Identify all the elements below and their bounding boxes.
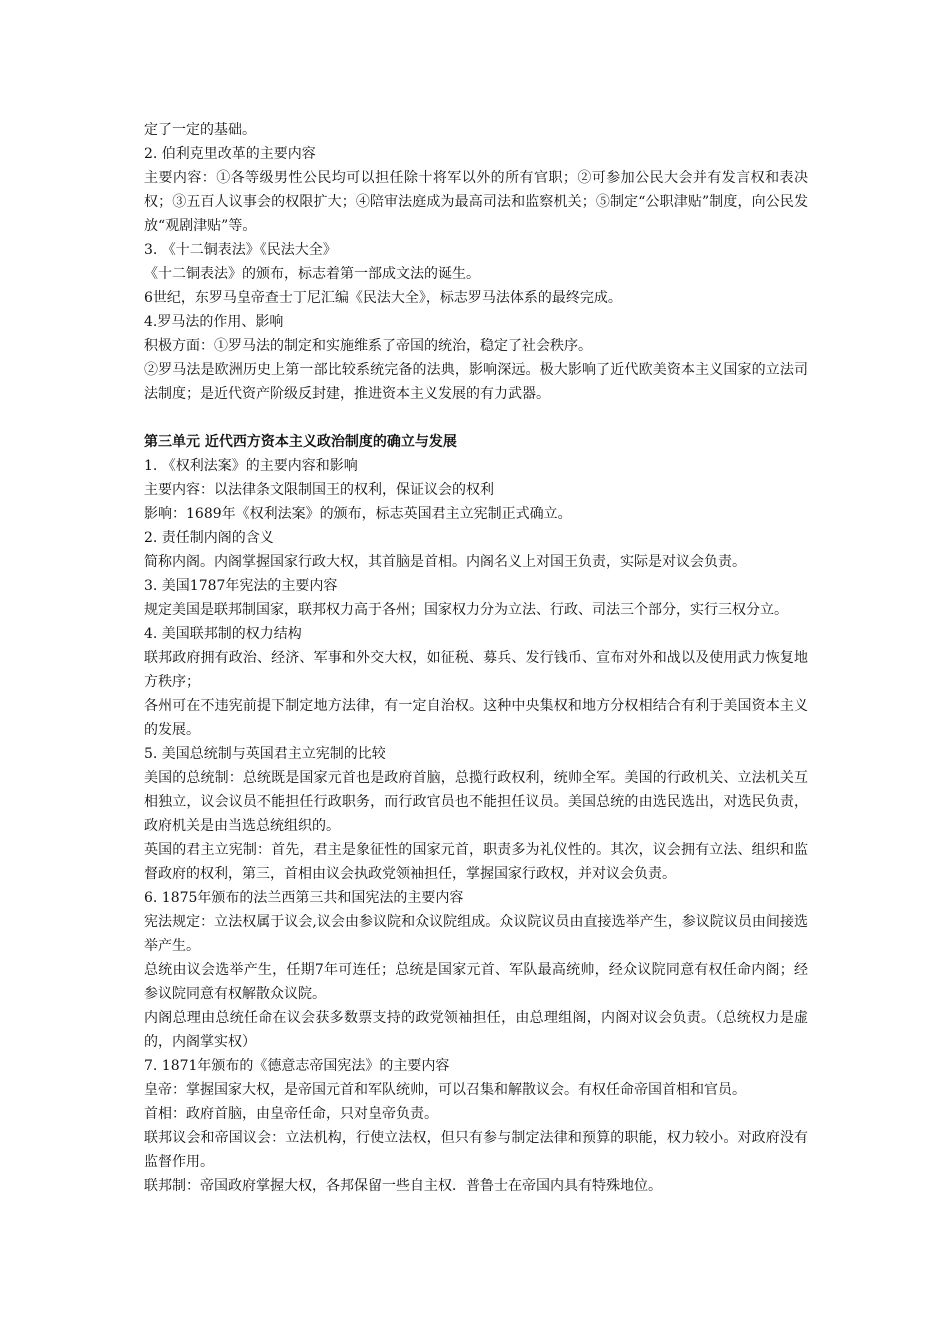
paragraph: 联邦政府拥有政治、经济、军事和外交大权，如征税、募兵、发行钱币、宣布对外和战以及使用武力恢复地方秩序； [144,650,808,690]
paragraph: 规定美国是联邦制国家，联邦权力高于各州；国家权力分为立法、行政、司法三个部分，实行三权分立。 [144,602,788,618]
paragraph: 定了一定的基础。 [144,122,256,138]
document-page [144,118,808,1198]
item-heading: 6. 1875年颁布的法兰西第三共和国宪法的主要内容 [144,890,464,906]
item-heading: 4. 美国联邦制的权力结构 [144,626,302,642]
paragraph: 联邦议会和帝国议会：立法机构，行使立法权，但只有参与制定法律和预算的职能，权力较小。对政府没有监督作用。 [144,1130,808,1170]
paragraph: 《十二铜表法》的颁布，标志着第一部成文法的诞生。 [144,266,480,282]
item-heading: 3. 《十二铜表法》《民法大全》 [144,242,337,258]
item-heading: 4.罗马法的作用、影响 [144,314,284,330]
paragraph: 各州可在不违宪前提下制定地方法律，有一定自治权。这种中央集权和地方分权相结合有利于美国资本主义的发展。 [144,698,808,738]
item-heading: 2. 伯利克里改革的主要内容 [144,146,316,162]
item-heading: 3. 美国1787年宪法的主要内容 [144,578,338,594]
paragraph: 内阁总理由总统任命在议会获多数票支持的政党领袖担任，由总理组阁，内阁对议会负责。（总统权力是虚的，内阁掌实权） [144,1010,808,1050]
paragraph: 总统由议会选举产生，任期7年可连任；总统是国家元首、军队最高统帅，经众议院同意有权任命内阁；经参议院同意有权解散众议院。 [144,962,808,1002]
unit-heading: 第三单元 近代西方资本主义政治制度的确立与发展 [144,434,457,450]
paragraph: 首相：政府首脑，由皇帝任命，只对皇帝负责。 [144,1106,438,1122]
spacer [144,406,808,430]
item-heading: 2. 责任制内阁的含义 [144,530,274,546]
item-heading: 7. 1871年颁布的《德意志帝国宪法》的主要内容 [144,1058,450,1074]
paragraph: 宪法规定：立法权属于议会,议会由参议院和众议院组成。众议院议员由直接选举产生，参议院议员由间接选举产生。 [144,914,808,954]
item-heading: 1. 《权利法案》的主要内容和影响 [144,458,358,474]
paragraph: 影响：1689年《权利法案》的颁布，标志英国君主立宪制正式确立。 [144,506,572,522]
paragraph: 积极方面：①罗马法的制定和实施维系了帝国的统治，稳定了社会秩序。 [144,338,592,354]
paragraph: 美国的总统制：总统既是国家元首也是政府首脑，总揽行政权利，统帅全军。美国的行政机关、立法机关互相独立，议会议员不能担任行政职务，而行政官员也不能担任议员。美国总统的由选民选出，对选民负责，政府机关是由当选总统组织的。 [144,770,808,834]
paragraph: 主要内容：①各等级男性公民均可以担任除十将军以外的所有官职；②可参加公民大会并有发言权和表决权；③五百人议事会的权限扩大；④陪审法庭成为最高司法和监察机关；⑤制定“公职津贴”制度，向公民发放“观剧津贴”等。 [144,170,808,234]
paragraph: 6世纪，东罗马皇帝查士丁尼汇编《民法大全》，标志罗马法体系的最终完成。 [144,290,622,306]
paragraph: 主要内容：以法律条文限制国王的权利，保证议会的权利 [144,482,494,498]
paragraph: 英国的君主立宪制：首先，君主是象征性的国家元首，职责多为礼仪性的。其次，议会拥有立法、组织和监督政府的权利，第三，首相由议会执政党领袖担任，掌握国家行政权，并对议会负责。 [144,842,808,882]
item-heading: 5. 美国总统制与英国君主立宪制的比较 [144,746,386,762]
paragraph: 简称内阁。内阁掌握国家行政大权，其首脑是首相。内阁名义上对国王负责，实际是对议会负责。 [144,554,746,570]
paragraph: 皇帝：掌握国家大权，是帝国元首和军队统帅，可以召集和解散议会。有权任命帝国首相和官员。 [144,1082,746,1098]
paragraph: 联邦制：帝国政府掌握大权，各邦保留一些自主权．普鲁士在帝国内具有特殊地位。 [144,1178,662,1194]
paragraph: ②罗马法是欧洲历史上第一部比较系统完备的法典，影响深远。极大影响了近代欧美资本主义国家的立法司法制度；是近代资产阶级反封建，推进资本主义发展的有力武器。 [144,362,808,402]
